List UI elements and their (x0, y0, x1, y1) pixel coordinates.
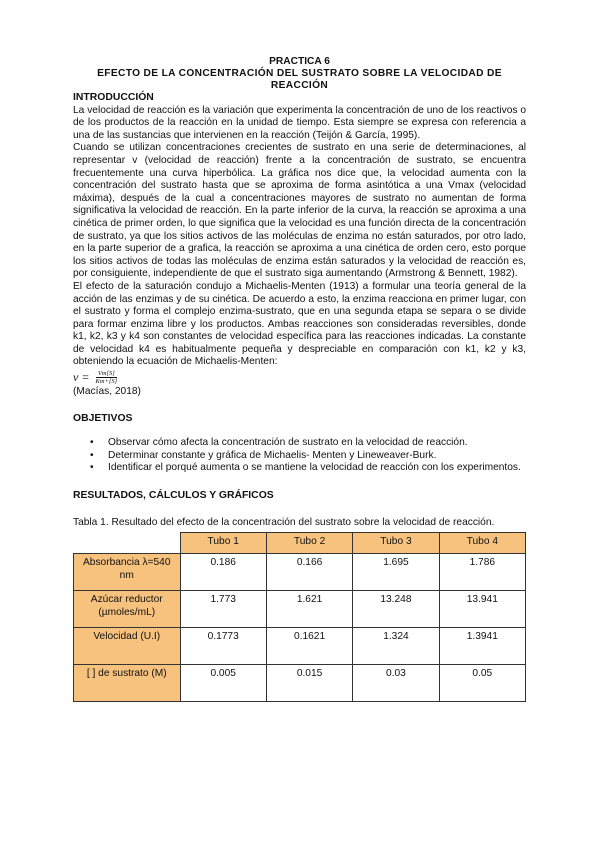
table-cell: 0.03 (353, 665, 439, 702)
row-header: Absorbancia λ=540 nm (74, 554, 181, 591)
column-header: Tubo 3 (353, 533, 439, 554)
document-page (73, 56, 526, 702)
table-cell: 0.005 (180, 665, 266, 702)
intro-heading: INTRODUCCIÓN (73, 92, 154, 103)
table-corner-cell (74, 533, 181, 554)
table-cell: 0.1773 (180, 628, 266, 665)
table-cell: 0.166 (266, 554, 352, 591)
table-cell: 1.3941 (439, 628, 525, 665)
list-item: • Observar cómo afecta la concentración de sustrato en la velocidad de reacción. (108, 437, 526, 450)
table-row (74, 665, 526, 702)
table-row (74, 591, 526, 628)
table-row (74, 628, 526, 665)
equation-lhs: v = (73, 370, 90, 385)
table-cell: 0.186 (180, 554, 266, 591)
intro-paragraph-3: El efecto de la saturación condujo a Michaelis-Menten (1913) a formular una teoría general de la acción de las enzimas y de su cinética. De acuerdo a esto, la enzima reacciona en primer lugar, con el sustrato y forma el complejo enzima-sustrato, que en una segunda etapa se separa o se divide para formar enzima libre y los productos. Ambas reacciones son consideradas reversibles, donde k1, k2, k3 y k4 son constantes de velocidad específica para las reacciones indicadas. La constante de velocidad k4 es habitualmente pequeña y despreciable en comparación con k1, k2 y k3, obteniendo la ecuación de Michaelis-Menten: (73, 280, 526, 368)
objectives-list (73, 437, 526, 475)
row-header: Velocidad (U.I) (74, 628, 181, 665)
table-cell: 0.1621 (266, 628, 352, 665)
intro-paragraph-1: La velocidad de reacción es la variación que experimenta la concentración de uno de los reactivos o de los productos de la reacción en la unidad de tiempo. Esta siempre se expresa con referencia a una de las sustancias que intervienen en la reacción (Teijón & García, 1995). (73, 104, 526, 141)
table-cell: 1.695 (353, 554, 439, 591)
table-cell: 1.773 (180, 591, 266, 628)
table-caption: Tabla 1. Resultado del efecto de la concentración del sustrato sobre la velocidad de reacción. (73, 516, 495, 528)
table-cell: 13.941 (439, 591, 525, 628)
table-row (74, 554, 526, 591)
table-header-row (74, 533, 526, 554)
row-header: Azúcar reductor (µmoles/mL) (74, 591, 181, 628)
intro-paragraph-2: Cuando se utilizan concentraciones crecientes de sustrato en una serie de determinaciones, al representar v (velocidad de reacción) frente a la concentración de sustrato, se encuentra frecuentemente una curva hiperbólica. La gráfica nos dice que, la velocidad aumenta con la concentración del sustrato hasta que se aproxima de forma asintótica a una Vmax (velocidad máxima), después de la cual a concentraciones mayores de sustrato no aumentan de forma significativa la velocidad de reacción. En la parte inferior de la curva, la reacción se aproxima a una cinética de primer orden, lo que significa que la velocidad es una función directa de la concentración de sustrato, ya que los sitios activos de las moléculas de enzima no están saturados, por otro lado, en la parte superior de a grafica, la reacción se aproxima a una cinética de orden cero, esto porque los sitios activos de todas las moléculas de enzima están saturados y la velocidad de reacción es, por consiguiente, independiente de que el sustrato siga aumentando (Armstrong & Bennett, 1982). (73, 142, 526, 280)
equation-fraction (95, 370, 117, 385)
document-subtitle: EFECTO DE LA CONCENTRACIÓN DEL SUSTRATO SOBRE LA VELOCIDAD DE REACCIÓN (97, 68, 502, 91)
equation-numerator: Vm[S] (97, 370, 115, 378)
michaelis-menten-equation (73, 369, 526, 386)
column-header: Tubo 2 (266, 533, 352, 554)
table-cell: 0.015 (266, 665, 352, 702)
table-cell: 1.324 (353, 628, 439, 665)
column-header: Tubo 4 (439, 533, 525, 554)
results-heading: RESULTADOS, CÁLCULOS Y GRÁFICOS (73, 490, 274, 502)
equation-denominator: Km+[S] (95, 378, 118, 386)
objectives-heading: OBJETIVOS (73, 412, 133, 424)
table-cell: 1.786 (439, 554, 525, 591)
column-header: Tubo 1 (180, 533, 266, 554)
list-item: • Determinar constante y gráfica de Michaelis- Menten y Lineweaver-Burk. (108, 450, 526, 463)
list-item: • Identificar el porqué aumenta o se mantiene la velocidad de reacción con los experimentos. (108, 462, 526, 475)
results-table (73, 532, 526, 702)
table-cell: 1.621 (266, 591, 352, 628)
table-cell: 13.248 (353, 591, 439, 628)
document-title: PRACTICA 6 (269, 56, 330, 67)
table-cell: 0.05 (439, 665, 525, 702)
intro-citation: (Macías, 2018) (73, 386, 141, 398)
row-header: [ ] de sustrato (M) (74, 665, 181, 702)
